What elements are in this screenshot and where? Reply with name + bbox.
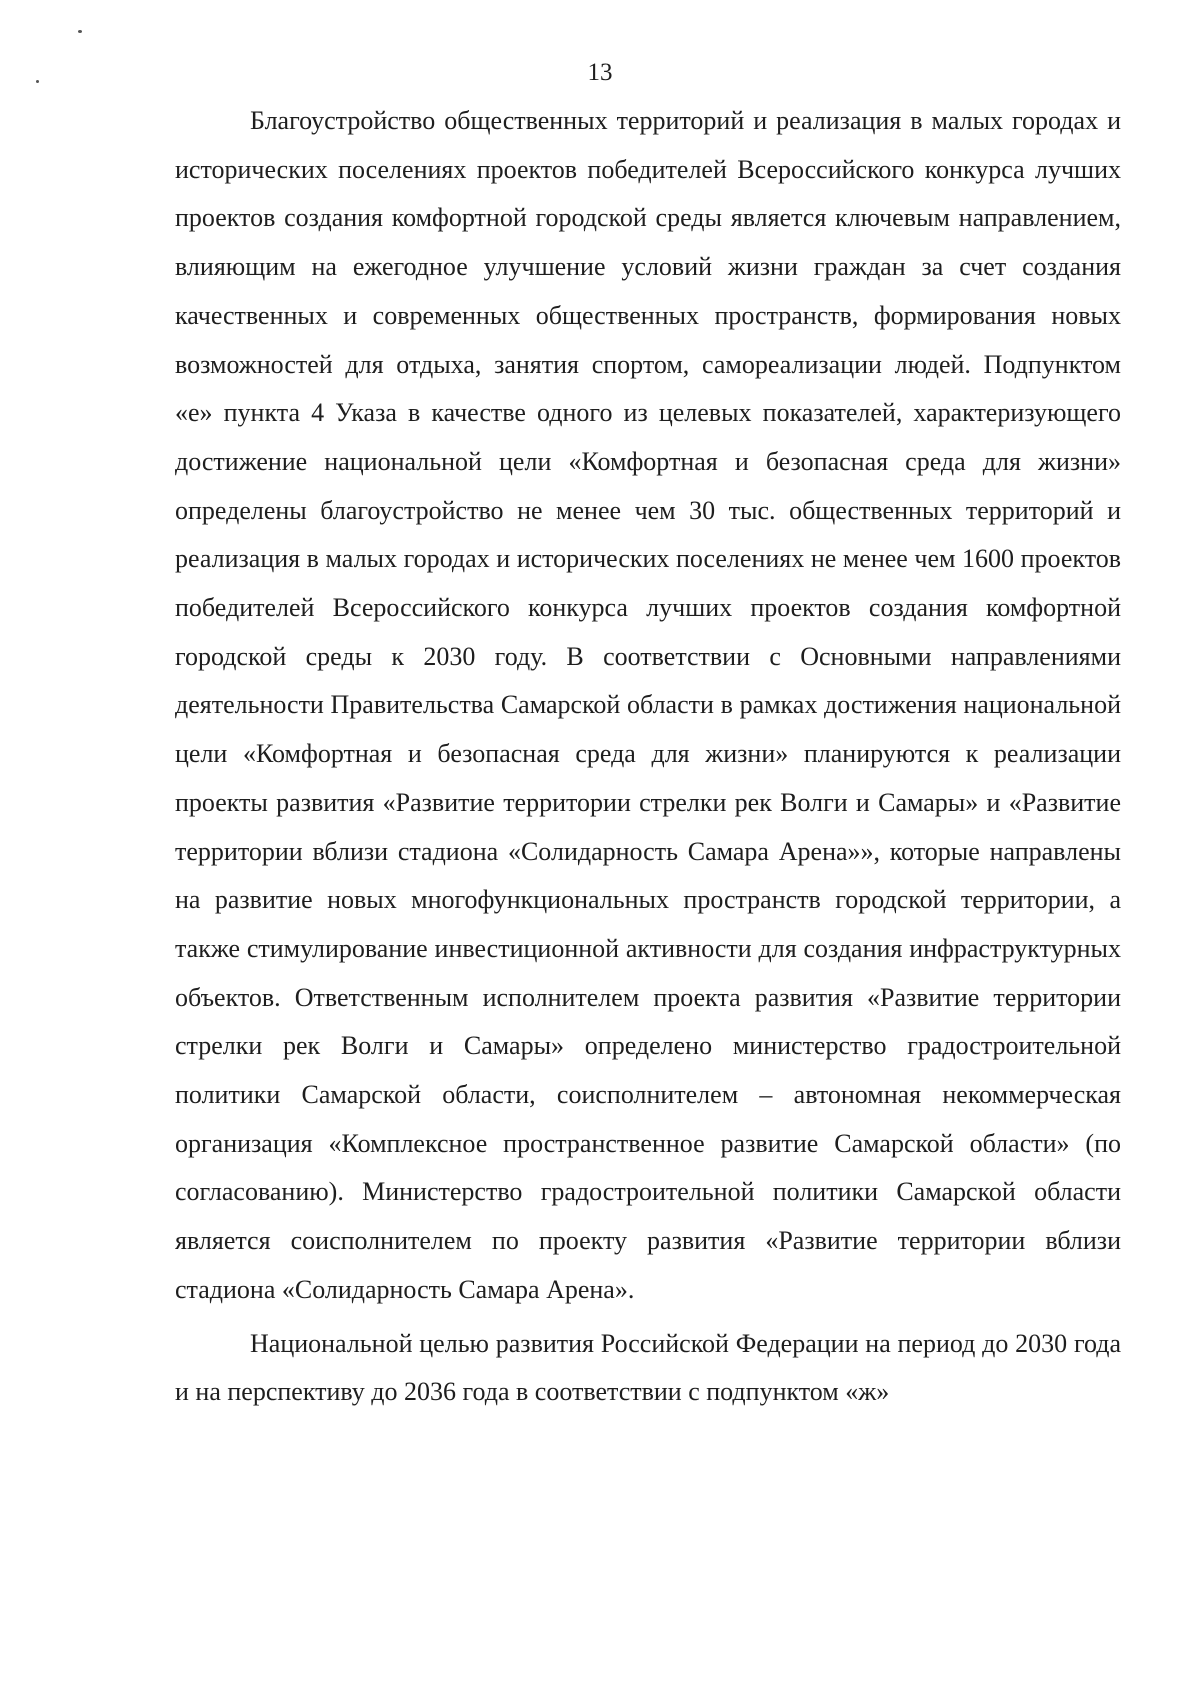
paragraph-2: Национальной целью развития Российской Федерации на период до 2030 года и на перспективу до 2036 года в соответствии с подпунктом «ж» xyxy=(175,1328,1121,1407)
page-number: 13 xyxy=(587,59,613,86)
body-text xyxy=(175,97,1121,1417)
scan-speck xyxy=(78,30,82,33)
paragraph-1: Благоустройство общественных территорий и реализация в малых городах и исторических поселениях проектов победителей Всероссийского конкурса лучших проектов создания комфортной городской среды является ключевым направлением, влияющим на ежегодное улучшение условий жизни граждан за счет создания качественных и современных общественных пространств, формирования новых возможностей для отдыха, занятия спортом, самореализации людей. Подпунктом «е» пункта 4 Указа в качестве одного из целевых показателей, характеризующего достижение национальной цели «Комфортная и безопасная среда для жизни» определены благоустройство не менее чем 30 тыс. общественных территорий и реализация в малых городах и исторических поселениях не менее чем 1600 проектов победителей Всероссийского конкурса лучших проектов создания комфортной городской среды к 2030 году. В соответствии с Основными направлениями деятельности Правительства Самарской области в рамках достижения национальной цели «Комфортная и безопасная среда для жизни» планируются к реализации проекты развития «Развитие территории стрелки рек Волги и Самары» и «Развитие территории вблизи стадиона «Солидарность Самара Арена»», которые направлены на развитие новых многофункциональных пространств городской территории, а также стимулирование инвестиционной активности для создания инфраструктурных объектов. Ответственным исполнителем проекта развития «Развитие территории стрелки рек Волги и Самары» определено министерство градостроительной политики Самарской области, соисполнителем – автономная некоммерческая организация «Комплексное пространственное развитие Самарской области» (по согласованию). Министерство градостроительной политики Самарской области является соисполнителем по проекту развития «Развитие территории вблизи стадиона «Солидарность Самара Арена». xyxy=(175,106,1121,1304)
